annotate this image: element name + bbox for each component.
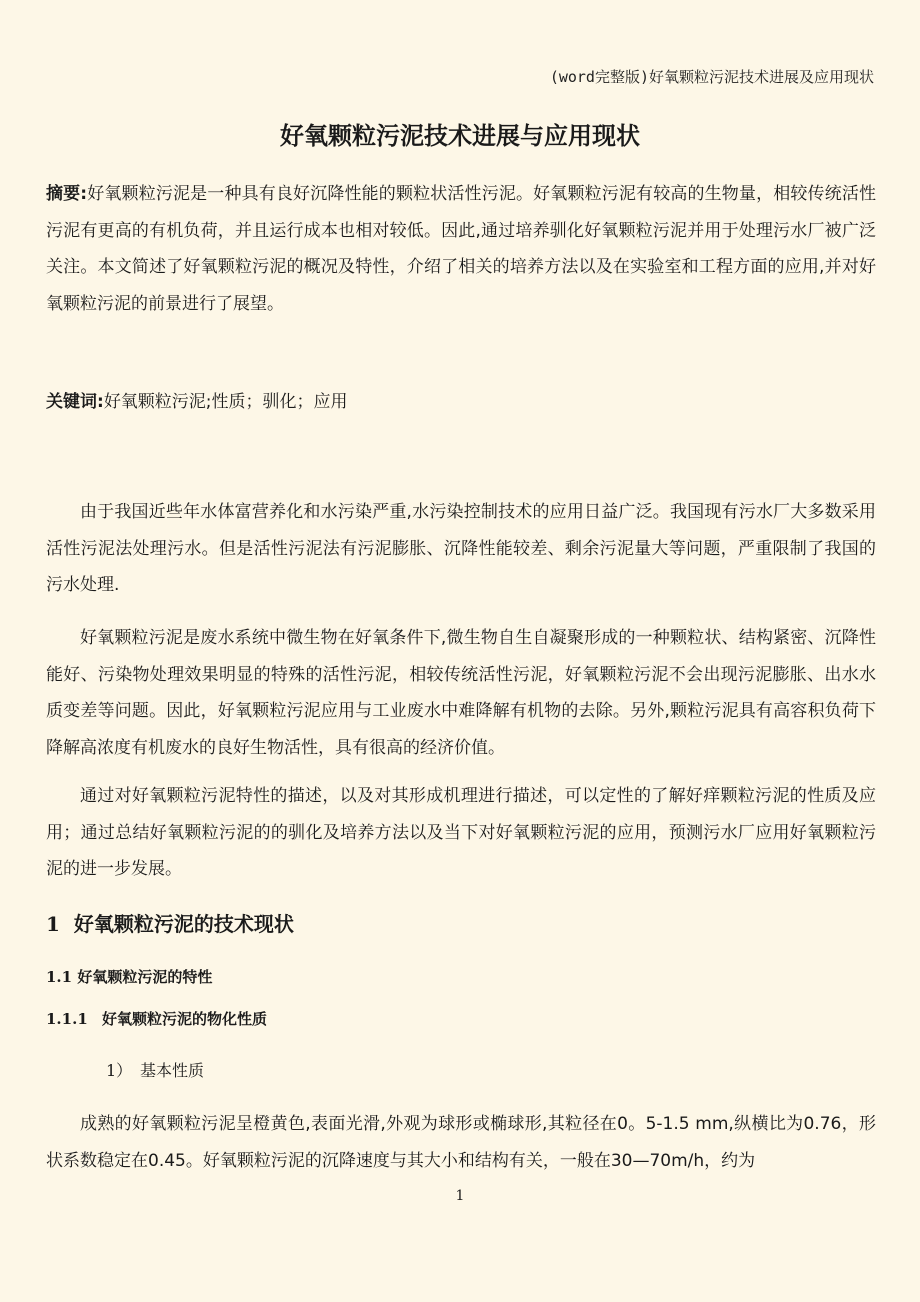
section-heading-1-1-1	[46, 1008, 876, 1029]
section-title: 好氧颗粒污泥的物化性质	[102, 1010, 268, 1028]
intro-paragraph: 好氧颗粒污泥是废水系统中微生物在好氧条件下,微生物自生自凝聚形成的一种颗粒状、结构紧密、沉降性能好、污染物处理效果明显的特殊的活性污泥，相较传统活性污泥，好氧颗粒污泥不会出现污泥膨胀、出水水质变差等问题。因此，好氧颗粒污泥应用与工业废水中难降解有机物的去除。另外,颗粒污泥具有高容积负荷下降解高浓度有机废水的良好生物活性，具有很高的经济价值。	[46, 628, 876, 758]
keywords-text: 好氧颗粒污泥;性质；驯化；应用	[103, 392, 348, 412]
section-number: 1.1.1	[46, 1010, 88, 1028]
section-heading-1	[46, 908, 876, 937]
running-header: (word完整版)好氧颗粒污泥技术进展及应用现状	[549, 68, 874, 86]
intro-paragraph: 通过对好氧颗粒污泥特性的描述，以及对其形成机理进行描述，可以定性的了解好痒颗粒污泥的性质及应用；通过总结好氧颗粒污泥的的驯化及培养方法以及当下对好氧颗粒污泥的应用，预测污水厂应用好氧颗粒污泥的进一步发展。	[46, 786, 876, 879]
intro-paragraph: 由于我国近些年水体富营养化和水污染严重,水污染控制技术的应用日益广泛。我国现有污水厂大多数采用活性污泥法处理污水。但是活性污泥法有污泥膨胀、沉降性能较差、剩余污泥量大等问题，严重限制了我国的污水处理.	[46, 502, 876, 595]
section-title: 好氧颗粒污泥的技术现状	[73, 912, 294, 936]
keywords-label: 关键词:	[46, 392, 104, 412]
document-title: 好氧颗粒污泥技术进展与应用现状	[280, 121, 640, 150]
abstract	[46, 176, 876, 322]
abstract-label: 摘要:	[46, 184, 88, 204]
abstract-text: 好氧颗粒污泥是一种具有良好沉降性能的颗粒状活性污泥。好氧颗粒污泥有较高的生物量，相较传统活性污泥有更高的有机负荷，并且运行成本也相对较低。因此,通过培养驯化好氧颗粒污泥并用于处理污水厂被广泛关注。本文简述了好氧颗粒污泥的概况及特性，介绍了相关的培养方法以及在实验室和工程方面的应用,并对好氧颗粒污泥的前景进行了展望。	[46, 184, 876, 314]
list-item-heading	[106, 1058, 920, 1081]
keywords	[46, 386, 876, 418]
section-number: 1	[46, 912, 60, 936]
basic-properties-paragraph: 成熟的好氧颗粒污泥呈橙黄色,表面光滑,外观为球形或椭球形,其粒径在0。5-1.5 mm,纵横比为0.76，形状系数稳定在0.45。好氧颗粒污泥的沉降速度与其大小和结构有关，一般在30—70m/h，约为	[46, 1114, 876, 1171]
page-number: 1	[455, 1188, 465, 1204]
section-title: 好氧颗粒污泥的特性	[77, 968, 213, 986]
section-heading-1-1	[46, 966, 876, 987]
section-number: 1.1	[46, 968, 73, 986]
item-title: 基本性质	[140, 1061, 205, 1080]
item-number: 1）	[106, 1061, 133, 1080]
